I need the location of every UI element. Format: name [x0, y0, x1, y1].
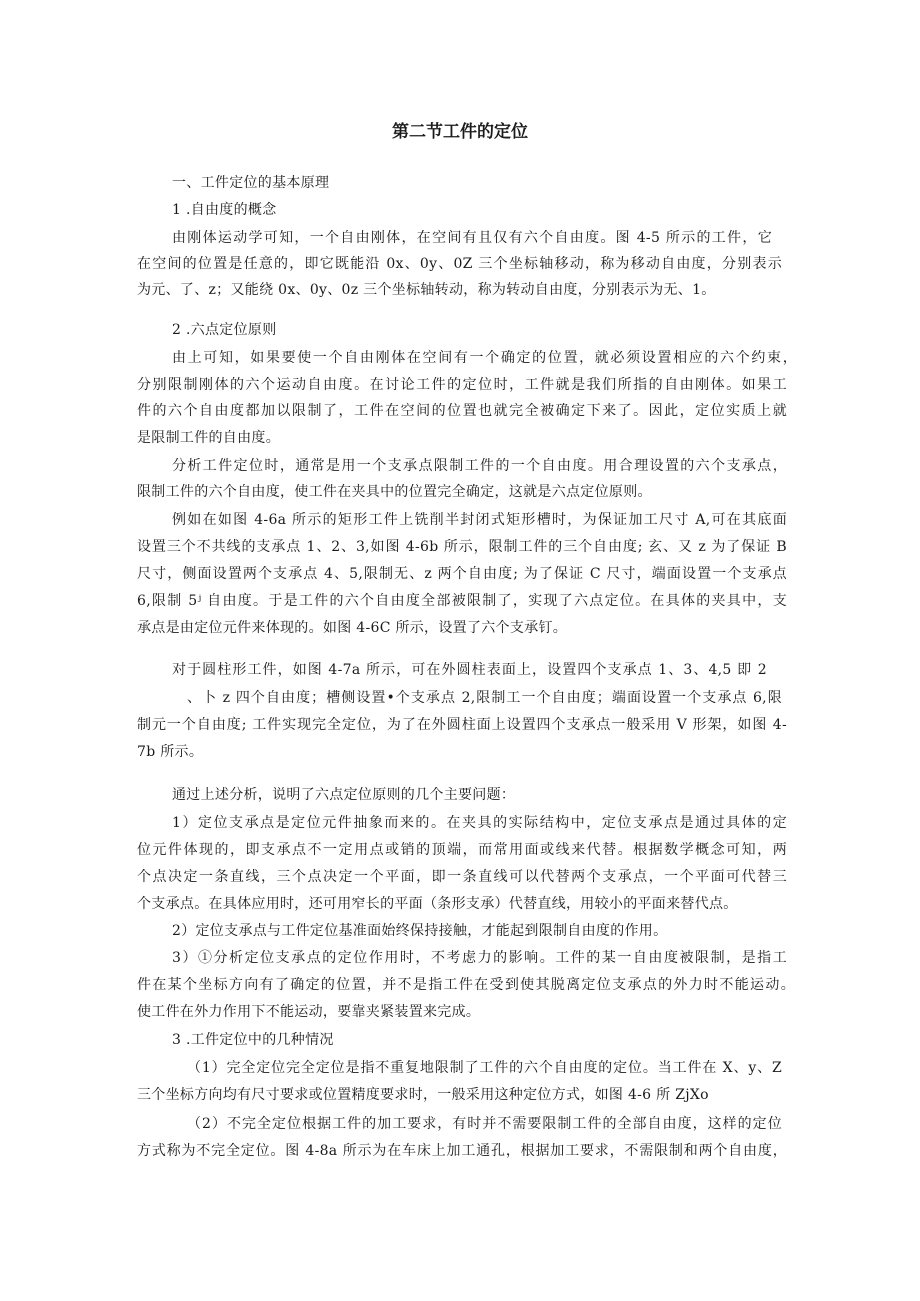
- paragraph-line: 由上可知，如果要使一个自由刚体在空间有一个确定的位置，就必须设置相应的六个约束，: [172, 350, 797, 366]
- paragraph-line: 是限制工件的自由度。: [137, 430, 280, 446]
- paragraph-line: 个点决定一条直线，三个点决定一个平面，即一条直线可以代替两个支承点，一个平面可代替三: [137, 869, 787, 885]
- paragraph-line: 方式称为不完全定位。图 4-8a 所示为在车床上加工通孔，根据加工要求，不需限制和两个自由度，: [137, 1143, 787, 1159]
- paragraph-line: 制元一个自由度; 工件实现完全定位，为了在外圆柱面上设置四个支承点一般采用 V 形架，如图 4-: [137, 717, 787, 733]
- paragraph-line: 承点是由定位元件来体现的。如图 4-6C 所示，设置了六个支承钉。: [137, 620, 568, 636]
- paragraph-line: 对于圆柱形工件，如图 4-7a 所示，可在外圆柱表面上，设置四个支承点 1、3、4,5 即 2: [172, 662, 767, 678]
- paragraph-line: 件的六个自由度都加以限制了，工件在空间的位置也就完全被确定下来了。因此，定位实质上就: [137, 403, 787, 419]
- page-title: 第二节工件的定位: [392, 122, 528, 142]
- paragraph-line: 尺寸，侧面设置两个支承点 4、5,限制无、z 两个自由度; 为了保证 C 尺寸，端面设置一个支承点: [137, 566, 787, 582]
- subsection-heading: 2 .六点定位原则: [172, 322, 277, 338]
- paragraph-line: 2）定位支承点与工件定位基准面始终保持接触，才能起到限制自由度的作用。: [172, 923, 668, 939]
- paragraph-line: 位元件体现的，即支承点不一定用点或销的顶端，而常用面或线来代替。根据数学概念可知，两: [137, 842, 787, 858]
- paragraph-line: 6,限制 5ʲ 自由度。于是工件的六个自由度全部被限制了，实现了六点定位。在具体的夹具中，支: [137, 593, 787, 609]
- paragraph-line: 在空间的位置是任意的，即它既能沿 0x、0y、0Z 三个坐标轴移动，称为移动自由度，分别表示: [137, 256, 782, 272]
- paragraph-line: 设置三个不共线的支承点 1、2、3,如图 4-6b 所示，限制工件的三个自由度; 玄、又 z 为了保证 B: [137, 539, 787, 555]
- paragraph-line: 例如在如图 4-6a 所示的矩形工件上铣削半封闭式矩形槽时，为保证加工尺寸 A,可在其底面: [172, 512, 787, 528]
- paragraph-line: 三个坐标方向均有尺寸要求或位置精度要求时，一般采用这种定位方式，如图 4-6 所 ZjXo: [137, 1087, 709, 1103]
- section-heading: 一、工件定位的基本原理: [172, 175, 330, 191]
- paragraph-line: 为元、了、z；又能绕 0x、0y、0z 三个坐标轴转动，称为转动自由度，分别表示为无、1。: [137, 282, 716, 298]
- paragraph-line: 限制工件的六个自由度，使工件在夹具中的位置完全确定，这就是六点定位原则。: [137, 484, 652, 500]
- subsection-heading: 1 .自由度的概念: [172, 202, 277, 218]
- paragraph-line: 分别限制刚体的六个运动自由度。在讨论工件的定位时，工件就是我们所指的自由刚体。如果工: [137, 377, 787, 393]
- paragraph-line: 通过上述分析，说明了六点定位原则的几个主要问题：: [172, 787, 516, 803]
- paragraph-line: 3）①分析定位支承点的定位作用时，不考虑力的影响。工件的某一自由度被限制，是指工: [172, 950, 787, 966]
- subsection-heading: 3 .工件定位中的几种情况: [172, 1032, 334, 1048]
- paragraph-line: （2）不完全定位根据工件的加工要求，有时并不需要限制工件的全部自由度，这样的定位: [187, 1116, 782, 1132]
- paragraph-line: 件在某个坐标方向有了确定的位置，并不是指工件在受到使其脱离定位支承点的外力时不能运动。: [137, 977, 795, 993]
- paragraph-line: 7b 所示。: [137, 744, 204, 760]
- paragraph-line: 、卜 z 四个自由度；槽侧设置•个支承点 2,限制工一个自由度；端面设置一个支承点 6,限: [187, 690, 782, 706]
- paragraph-line: （1）完全定位完全定位是指不重复地限制了工件的六个自由度的定位。当工件在 X、y、Z: [187, 1060, 782, 1076]
- paragraph-line: 由刚体运动学可知，一个自由刚体，在空间有且仅有六个自由度。图 4-5 所示的工件，它: [172, 230, 772, 246]
- paragraph-line: 个支承点。在具体应用时，还可用窄长的平面（条形支承）代替直线，用较小的平面来替代点。: [137, 896, 738, 912]
- paragraph-line: 分析工件定位时，通常是用一个支承点限制工件的一个自由度。用合理设置的六个支承点，: [172, 458, 787, 474]
- paragraph-line: 1）定位支承点是定位元件抽象而来的。在夹具的实际结构中，定位支承点是通过具体的定: [172, 815, 787, 831]
- paragraph-line: 使工件在外力作用下不能运动，要靠夹紧装置来完成。: [137, 1004, 481, 1020]
